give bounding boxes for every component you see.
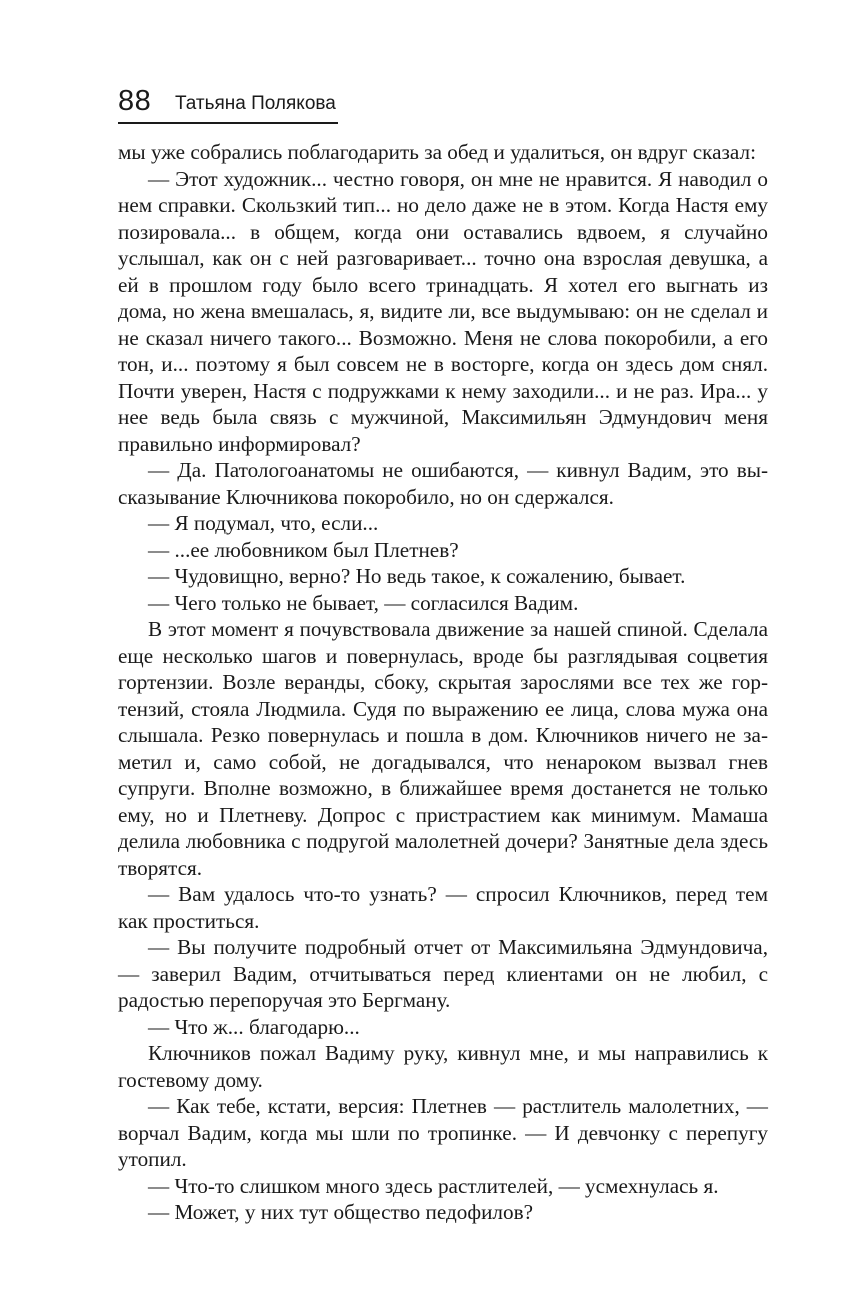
paragraph: — Этот художник... честно говоря, он мне не нравится. Я наводил о нем справки. Скользкий тип... но дело даже не в этом. Когда Настя ему позировала... в общем, когда они оставались вдвоем, я случайно услышал, как он с ней разговаривает... точно она взрослая девушка, а ей в прошлом году было всего тринадцать. Я хотел его выгнать из дома, но жена вмешалась, я, видите ли, все выдумываю: он не сделал и не сказал ничего такого... Возможно. Меня не слова покоробили, а его тон, и... поэтому я был совсем не в восторге, когда он здесь дом снял. Почти уверен, Настя с подружками к нему заходили... и не раз. Ира... у нее ведь была связь с мужчиной, Максимильян Эдмундович меня правильно информировал? (118, 166, 768, 456)
paragraph: — Вам удалось что-то узнать? — спросил Ключников, перед тем как проститься. (118, 882, 768, 933)
body-text (118, 139, 768, 1226)
paragraph: — Чудовищно, верно? Но ведь такое, к сожалению, бывает. (148, 564, 686, 588)
header-rule (118, 122, 338, 124)
paragraph: — Вы получите подробный отчет от Максимильяна Эдмундовича, — заверил Вадим, отчитываться перед клиентами он не любил, с радостью перепоручая это Бергману. (118, 935, 768, 1012)
paragraph: мы уже собрались поблагодарить за обед и удалиться, он вдруг сказал: (118, 140, 756, 164)
paragraph: — Я подумал, что, если... (148, 511, 379, 535)
paragraph: — Чего только не бывает, — согласился Вадим. (148, 590, 579, 615)
running-head-author: Татьяна Полякова (175, 93, 336, 114)
paragraph: — Как тебе, кстати, версия: Плетнев — растлитель малолетних, — ворчал Вадим, когда мы шли по тропинке. — И девчонку с перепугу утопил. (118, 1094, 768, 1171)
paragraph: — ...ее любовником был Плетнев? (148, 537, 459, 562)
running-header (118, 84, 338, 124)
paragraph: — Может, у них тут общество педофилов? (148, 1200, 533, 1224)
paragraph: В этот момент я почувствовала движение за нашей спиной. Сделала еще несколько шагов и повернулась, вроде бы разглядывая соцветия гортензии. Возле веранды, сбоку, скрытая зарослями все тех же гортензий, стояла Людмила. Судя по выражению ее лица, слова мужа она слышала. Резко повернулась и пошла в дом. Ключников ничего не заметил и, само собой, не догадывался, что ненароком вызвал гнев супруги. Вполне возможно, в ближайшее время достанется не только ему, но и Плетневу. Допрос с пристрастием как минимум. Мамаша делила любовника с подругой малолетней дочери? Занятные дела здесь творятся. (118, 617, 768, 880)
paragraph: — Да. Патологоанатомы не ошибаются, — кивнул Вадим, это высказывание Ключникова покоробило, но он сдержался. (118, 458, 768, 509)
page-number: 88 (118, 85, 152, 117)
paragraph: — Что ж... благодарю... (148, 1014, 360, 1039)
paragraph: — Что-то слишком много здесь растлителей, — усмехнулась я. (148, 1173, 719, 1198)
paragraph: Ключников пожал Вадиму руку, кивнул мне, и мы направились к гостевому дому. (118, 1041, 768, 1092)
